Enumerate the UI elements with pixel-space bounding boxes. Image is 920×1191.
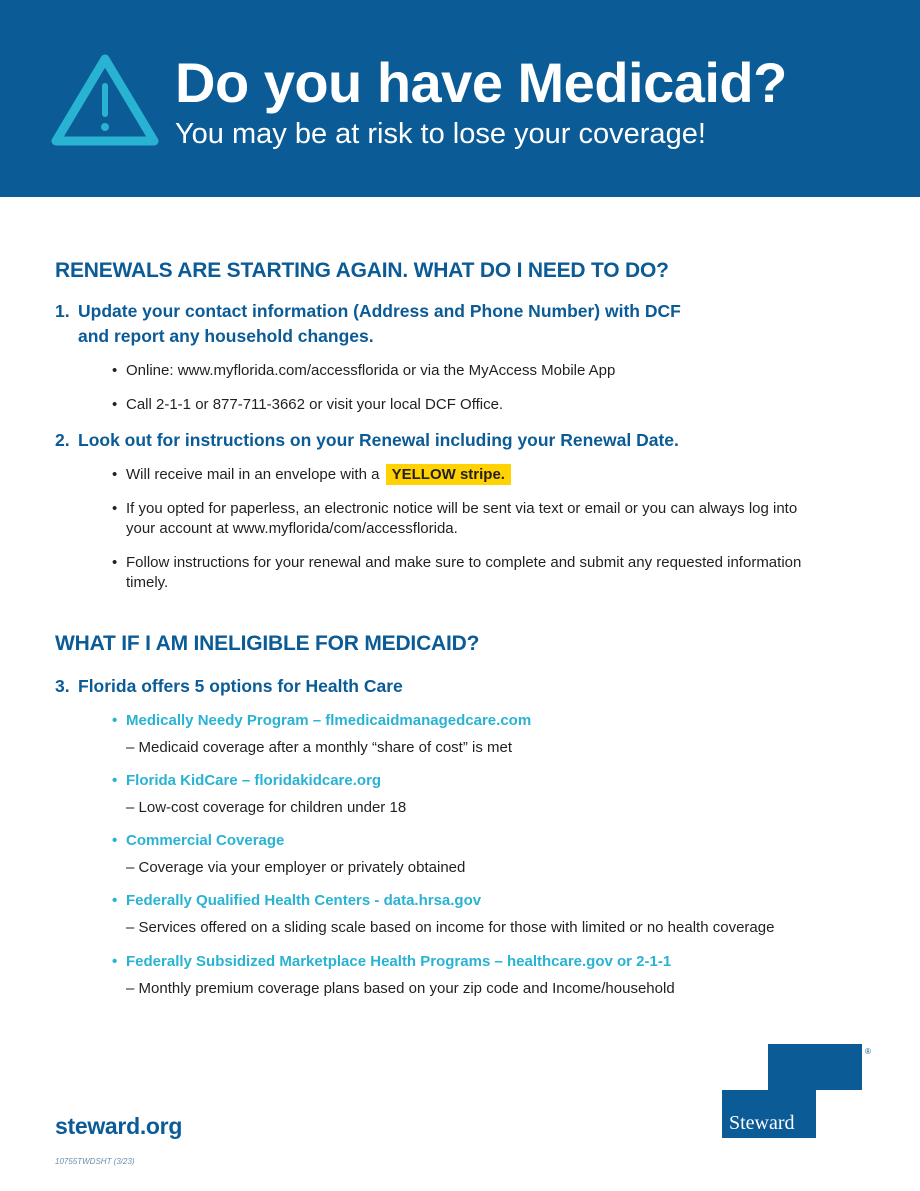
document-code: 10755TWDSHT (3/23) (55, 1157, 135, 1166)
list-item-text: If you opted for paperless, an electronic notice will be sent via text or email or you can always log into your account at www.myflorida/com/accessflorida. (126, 500, 798, 537)
bullet-dot: • (112, 500, 118, 517)
option-description: – Monthly premium coverage plans based on your zip code and Income/household (126, 980, 675, 997)
header-banner (0, 0, 920, 197)
bullet-dot: • (112, 832, 118, 849)
list-item-text: Will receive mail in an envelope with a (126, 466, 380, 483)
list-item-text: Call 2-1-1 or 877-711-3662 or visit your local DCF Office. (126, 396, 504, 413)
option-title-text: Federally Qualified Health Centers - data.hrsa.gov (126, 892, 482, 909)
option-title (112, 952, 671, 972)
step-text: Look out for instructions on your Renewal including your Renewal Date. (78, 430, 679, 450)
bullet-dot: • (112, 396, 118, 413)
option-description: – Coverage via your employer or privately obtained (126, 859, 466, 876)
bullet-dot: • (112, 362, 118, 379)
step-text-continued: and report any household changes. (78, 326, 374, 346)
option-title (112, 891, 481, 911)
ineligible-heading: WHAT IF I AM INELIGIBLE FOR MEDICAID? (55, 632, 480, 655)
option-title (112, 831, 284, 851)
registered-mark: ® (865, 1047, 871, 1056)
renewals-heading: RENEWALS ARE STARTING AGAIN. WHAT DO I NEED TO DO? (55, 259, 669, 282)
bullet-dot: • (112, 953, 118, 970)
bullet-dot: • (112, 712, 118, 729)
warning-triangle-icon (50, 52, 160, 150)
list-item (112, 361, 812, 381)
page-subtitle: You may be at risk to lose your coverage! (175, 118, 706, 150)
steward-logo (722, 1044, 874, 1138)
list-item (112, 553, 812, 593)
step-text: Update your contact information (Address and Phone Number) with DCF (78, 301, 681, 321)
option-description: – Medicaid coverage after a monthly “share of cost” is met (126, 739, 513, 756)
yellow-stripe-highlight: YELLOW stripe. (386, 464, 511, 485)
logo-wordmark: Steward (729, 1112, 795, 1134)
list-item (112, 395, 812, 415)
bullet-dot: • (112, 554, 118, 571)
option-description: – Low-cost coverage for children under 18 (126, 799, 407, 816)
option-title-text: Commercial Coverage (126, 832, 285, 849)
list-item-text: Follow instructions for your renewal and make sure to complete and submit any requested information timely. (126, 554, 802, 591)
bullet-dot: • (112, 772, 118, 789)
page-title: Do you have Medicaid? (175, 51, 787, 114)
step-text: Florida offers 5 options for Health Care (78, 676, 403, 696)
step-number: 3. (55, 676, 70, 696)
step-number: 1. (55, 301, 70, 321)
bullet-dot: • (112, 892, 118, 909)
step-3-heading (55, 674, 403, 699)
option-title (112, 711, 531, 731)
step-1-heading (55, 299, 681, 349)
option-description: – Services offered on a sliding scale based on income for those with limited or no health coverage (126, 919, 775, 936)
option-title (112, 771, 381, 791)
list-item-text: Online: www.myflorida.com/accessflorida or via the MyAccess Mobile App (126, 362, 616, 379)
website-link[interactable]: steward.org (55, 1113, 183, 1139)
option-title-text: Federally Subsidized Marketplace Health Programs – healthcare.gov or 2-1-1 (126, 953, 672, 970)
list-item (112, 499, 812, 539)
option-title-text: Florida KidCare – floridakidcare.org (126, 772, 382, 789)
step-2-heading (55, 428, 679, 453)
bullet-dot: • (112, 466, 118, 483)
step-number: 2. (55, 430, 70, 450)
list-item (112, 465, 812, 485)
option-title-text: Medically Needy Program – flmedicaidmanagedcare.com (126, 712, 532, 729)
